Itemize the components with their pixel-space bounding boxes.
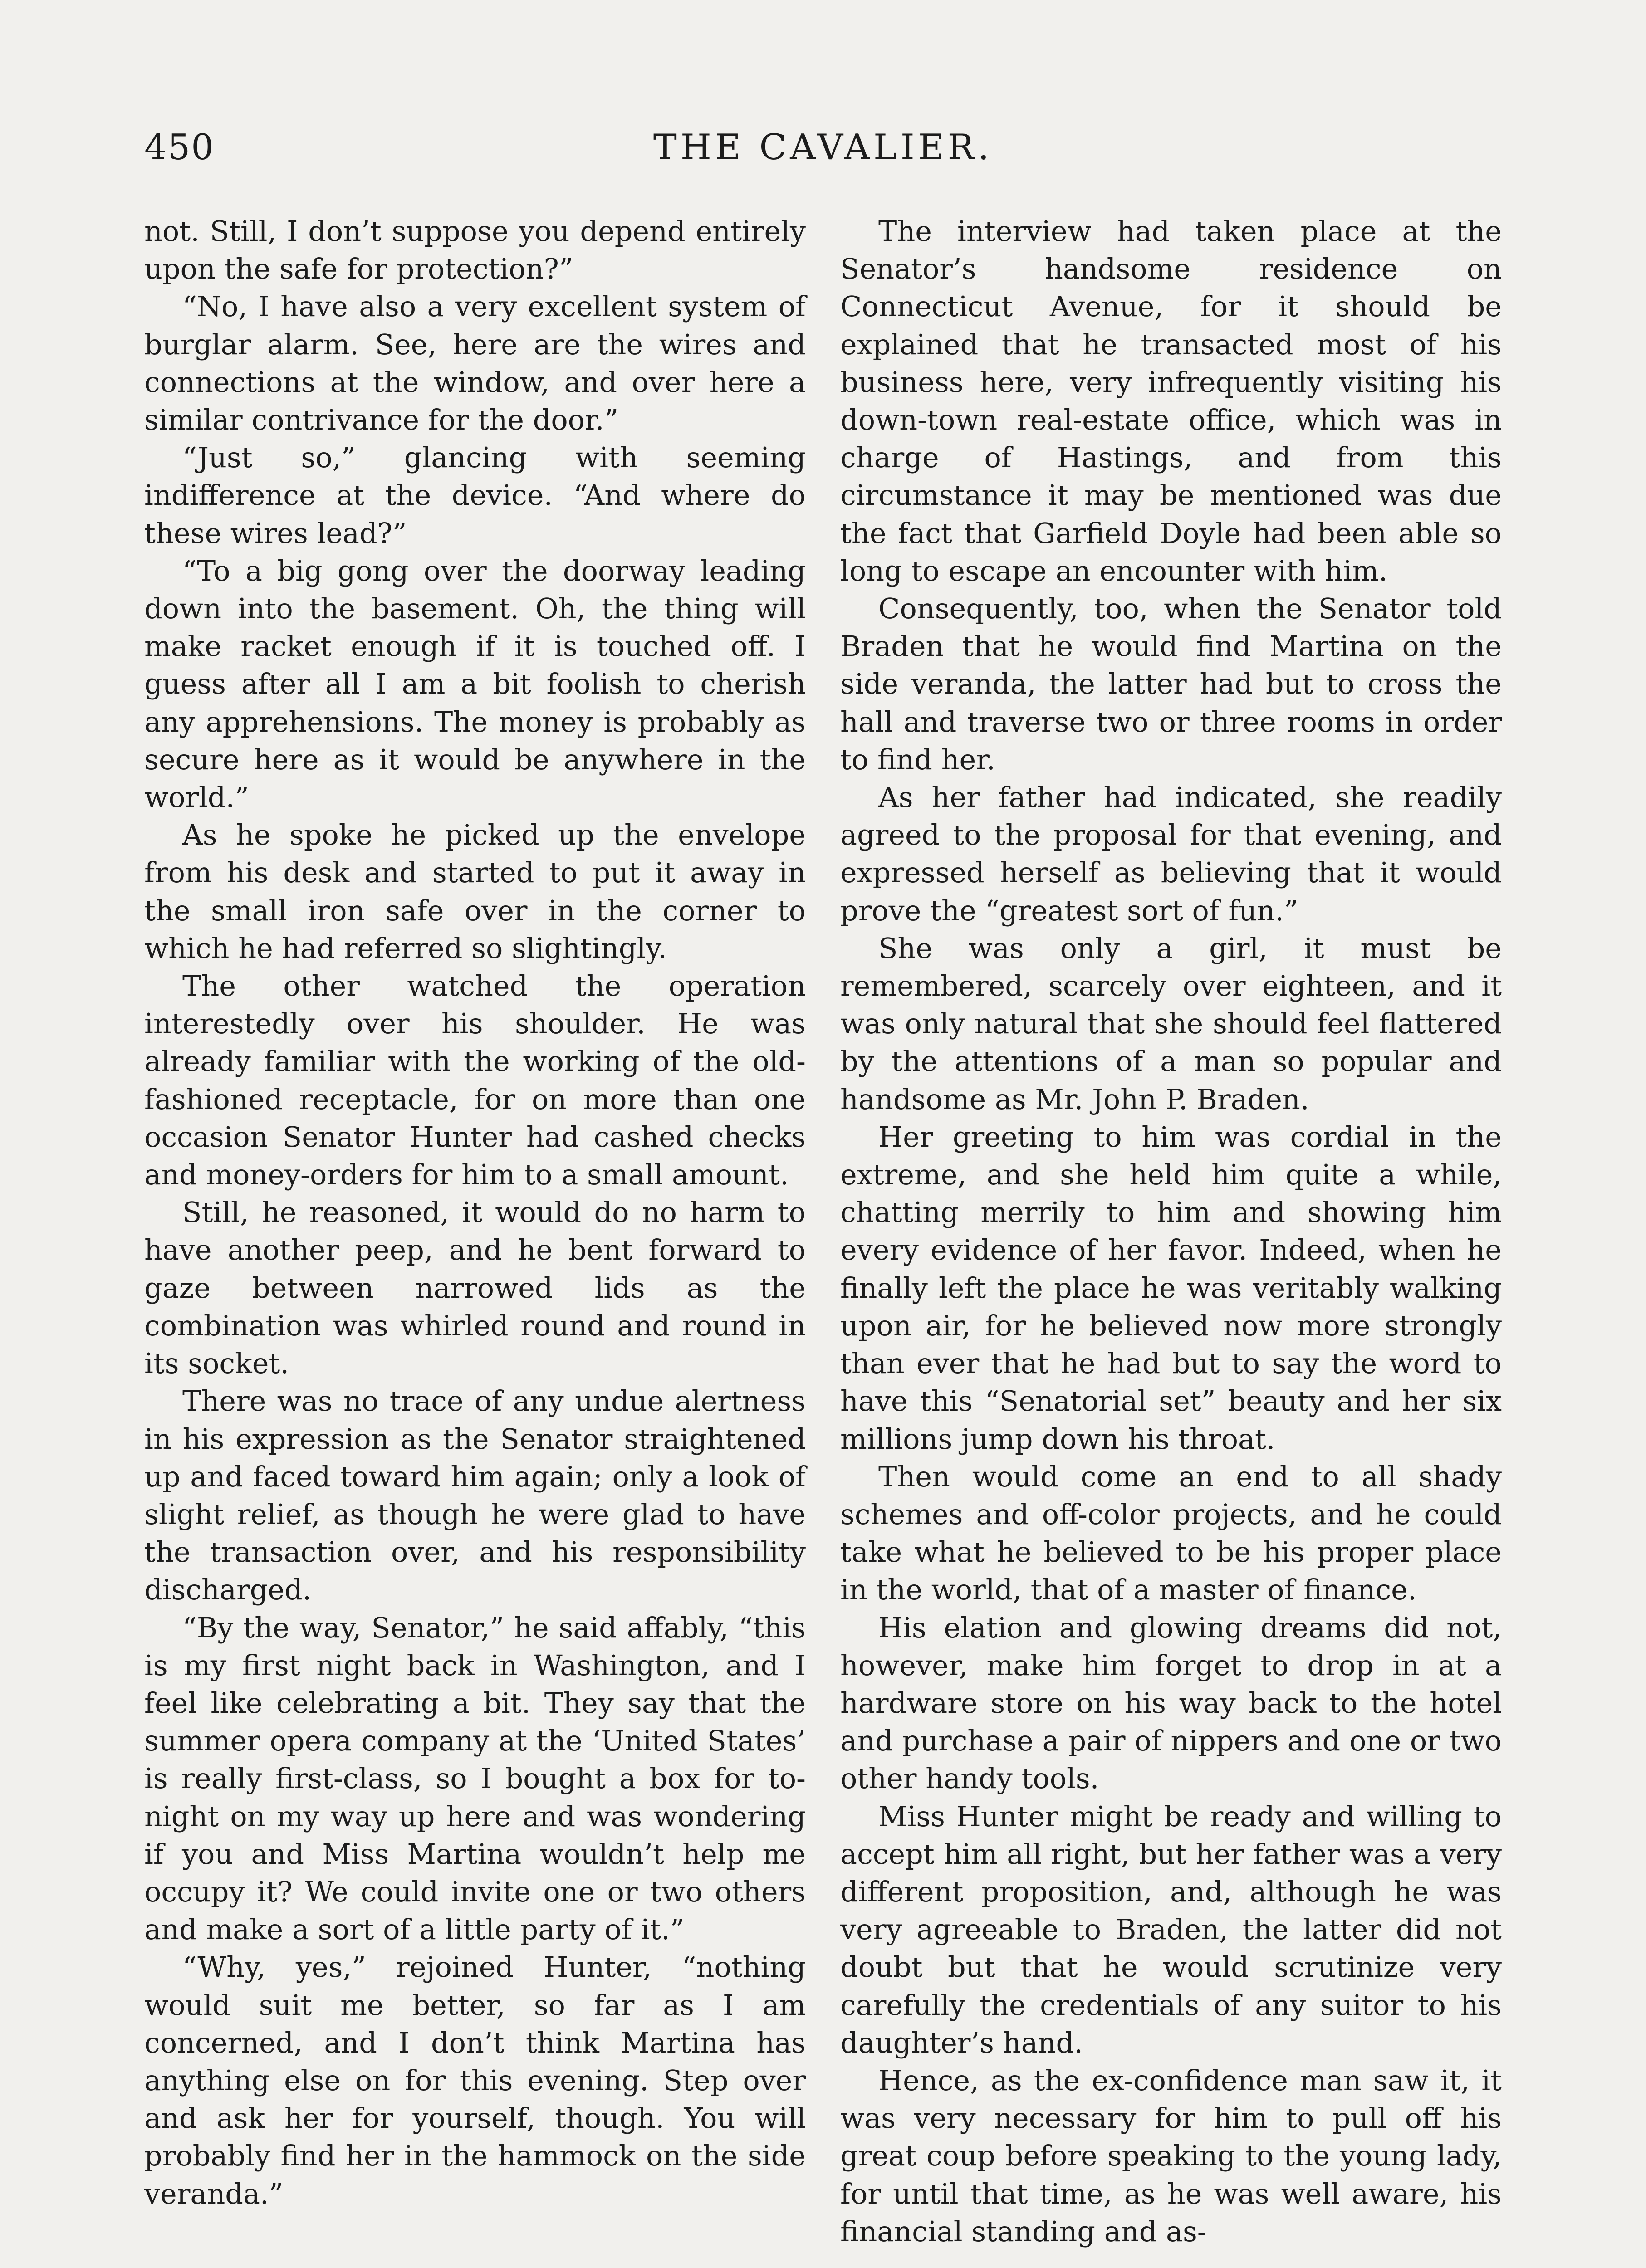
- paragraph: The other watched the operation interestedly over his shoulder. He was already familiar with the working of the old-fashioned receptacle, for on more than one occasion Senator Hunter had cashed checks and money-orders for him to a small amount.: [144, 969, 806, 1192]
- paragraph: Still, he reasoned, it would do no harm to have another peep, and he bent forward to gaze between narrowed lids as the combination was whirled round and round in its socket.: [144, 1196, 806, 1380]
- page-number: 450: [144, 127, 215, 168]
- paragraph: She was only a girl, it must be remembered, scarcely over eighteen, and it was only natural that she should feel flattered by the attentions of a man so popular and handsome as Mr. John P. Braden.: [840, 931, 1502, 1116]
- paragraph: Hence, as the ex-confidence man saw it, it was very necessary for him to pull off his great coup before speaking to the young lady, for until that time, as he was well aware, his financial standing and as-: [840, 2063, 1502, 2248]
- paragraph: As he spoke he picked up the envelope from his desk and started to put it away in the small iron safe over in the corner to which he had referred so slightingly.: [144, 818, 806, 965]
- paragraph: “By the way, Senator,” he said affably, “this is my first night back in Washington, and I feel like celebrating a bit. They say that the summer opera company at the ‘United States’ is really first-class, so I bought a box for to-night on my way up here and was wondering if you and Miss Martina wouldn’t help me occupy it? We could invite one or two others and make a sort of a little party of it.”: [144, 1611, 806, 1946]
- paragraph: Miss Hunter might be ready and willing to accept him all right, but her father was a very different proposition, and, although he was very agreeable to Braden, the latter did not doubt but that he would scrutinize very carefully the credentials of any suitor to his daughter’s hand.: [840, 1799, 1502, 2059]
- page-header: [144, 127, 1502, 181]
- running-title: THE CAVALIER.: [653, 127, 993, 168]
- paragraph: Consequently, too, when the Senator told Braden that he would find Martina on the side veranda, the latter had but to cross the hall and traverse two or three rooms in order to find her.: [840, 592, 1502, 776]
- paragraph: Her greeting to him was cordial in the extreme, and she held him quite a while, chatting merrily to him and showing him every evidence of her favor. Indeed, when he finally left the place he was veritably walking upon air, for he believed now more strongly than ever that he had but to say the word to have this “Senatorial set” beauty and her six millions jump down his throat.: [840, 1120, 1502, 1456]
- paragraph: “To a big gong over the doorway leading down into the basement. Oh, the thing will make racket enough if it is touched off. I guess after all I am a bit foolish to cherish any apprehensions. The money is probably as secure here as it would be anywhere in the world.”: [144, 554, 806, 814]
- paragraph: not. Still, I don’t suppose you depend entirely upon the safe for protection?”: [144, 215, 806, 286]
- right-column: [840, 212, 1502, 2250]
- paragraph: There was no trace of any undue alertness in his expression as the Senator straightened up and faced toward him again; only a look of slight relief, as though he were glad to have the transaction over, and his responsibility discharged.: [144, 1384, 806, 1607]
- paragraph: “No, I have also a very excellent system of burglar alarm. See, here are the wires and connections at the window, and over here a similar contrivance for the door.”: [144, 290, 806, 437]
- paragraph: His elation and glowing dreams did not, however, make him forget to drop in at a hardware store on his way back to the hotel and purchase a pair of nippers and one or two other handy tools.: [840, 1611, 1502, 1795]
- paragraph: Then would come an end to all shady schemes and off-color projects, and he could take what he believed to be his proper place in the world, that of a master of finance.: [840, 1460, 1502, 1607]
- paragraph: “Why, yes,” rejoined Hunter, “nothing would suit me better, so far as I am concerned, and I don’t think Martina has anything else on for this evening. Step over and ask her for yourself, though. You will probably find her in the hammock on the side veranda.”: [144, 1950, 806, 2210]
- paragraph: As her father had indicated, she readily agreed to the proposal for that evening, and expressed herself as believing that it would prove the “greatest sort of fun.”: [840, 781, 1502, 927]
- paragraph: The interview had taken place at the Senator’s handsome residence on Connecticut Avenue, for it should be explained that he transacted most of his business here, very infrequently visiting his down-town real-estate office, which was in charge of Hastings, and from this circumstance it may be mentioned was due the fact that Garfield Doyle had been able so long to escape an encounter with him.: [840, 215, 1502, 587]
- left-column: [144, 212, 806, 2213]
- paragraph: “Just so,” glancing with seeming indifference at the device. “And where do these wires lead?”: [144, 441, 806, 550]
